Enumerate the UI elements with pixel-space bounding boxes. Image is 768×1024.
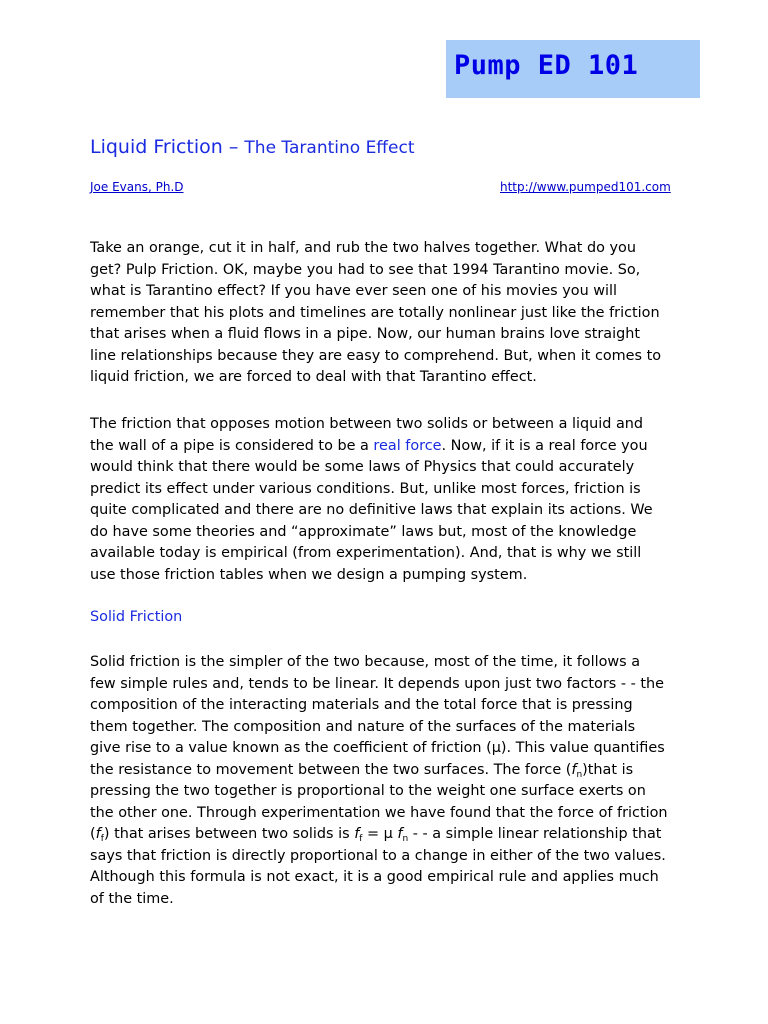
real-force-link[interactable]: real force	[373, 437, 442, 454]
banner-title: Pump ED 101	[454, 50, 639, 81]
paragraph-text: )that is pressing the two together is proportional to the weight one surface exerts on the other one. Through experimentation we have found that the force of friction (	[90, 761, 668, 842]
paragraph-text: ) that arises between two solids is	[103, 826, 355, 842]
page-title-main: Liquid Friction –	[90, 136, 245, 158]
intro-paragraph: Take an orange, cut it in half, and rub the two halves together. What do you get? Pulp Friction. OK, maybe you had to see that 1994 Tarantino movie. So, what is Tarantino effect? If you have ever seen one of his movies you will remember that his plots and timelines are totally nonlinear just like the friction that arises when a fluid flows in a pipe. Now, our human brains love straight line relationships because they are easy to comprehend. But, when it comes to liquid friction, we are forced to deal with that Tarantino effect.	[90, 240, 662, 385]
formula-subscript: n	[576, 769, 583, 780]
paragraph-text: . Now, if it is a real force you would think that there would be some laws of Physics that could accurately predict its effect under various conditions. But, unlike most forces, friction is quite complicated and there are no definitive laws that explain its actions. We do have some theories and “approximate” laws but, most of the knowledge available today is empirical (from experimentation). And, that is why we still use those friction tables when we design a pumping system.	[90, 437, 653, 583]
paragraph-text: Solid friction is the simpler of the two because, most of the time, it follows a few simple rules and, tends to be linear. It depends upon just two factors - - the composition of the interacting materials and the total force that is pressing them together. The composition and nature of the surfaces of the materials give rise to a value known as the coefficient of friction (μ). This value quantifies the resistance to movement between the two surfaces. The force (	[90, 654, 665, 778]
formula-subscript: n	[402, 834, 409, 844]
header-banner	[446, 40, 700, 98]
formula-var: f	[354, 826, 360, 842]
friction-paragraph	[90, 414, 670, 586]
formula-var: f	[95, 826, 101, 842]
formula-subscript: f	[359, 834, 363, 844]
formula-subscript: f	[100, 834, 104, 844]
formula-var: f	[571, 761, 577, 778]
paragraph-text: The friction that opposes motion between two solids or between a liquid and the wall of a pipe is considered to be a	[90, 416, 644, 454]
formula-var: f	[397, 826, 403, 842]
page-title-sub: The Tarantino Effect	[244, 138, 415, 158]
page-title	[90, 136, 415, 158]
section-heading-solid-friction: Solid Friction	[90, 609, 183, 625]
paragraph-text: - - a simple linear relationship that says that friction is directly proportional to a change in either of the two values. Although this formula is not exact, it is a good empirical rule and applies much of the time.	[90, 826, 666, 907]
author-link[interactable]: Joe Evans, Ph.D	[90, 180, 184, 194]
paragraph-text: = μ	[362, 826, 398, 842]
solid-friction-paragraph	[90, 652, 670, 910]
website-link[interactable]: http://www.pumped101.com	[500, 180, 671, 194]
